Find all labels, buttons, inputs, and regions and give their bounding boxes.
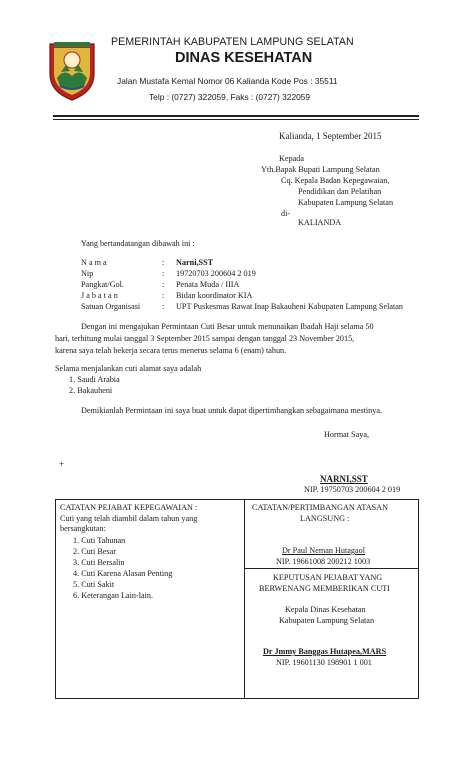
letterhead-address: Jalan Mustafa Kemal Nomor 06 Kalianda Kode Pos : 35511: [117, 76, 338, 86]
identity-colon: :: [162, 280, 165, 289]
decision-role: Kabupaten Lampung Selatan: [279, 616, 375, 625]
signer-nip: NIP. 19750703 200604 2 019: [304, 485, 401, 494]
address-intro: Selama menjalankan cuti alamat saya adalah: [55, 364, 202, 373]
recipient-kepada: Kepada: [279, 154, 305, 163]
decision-title: BERWENANG MEMBERIKAN CUTI: [259, 584, 390, 593]
signer-name: NARNI,SST: [320, 474, 368, 484]
letterhead-agency-name: DINAS KESEHATAN: [175, 50, 313, 66]
recipient-yth: Yth.Bapak Bupati Lampung Selatan: [261, 165, 380, 174]
supervisor-notes-title: CATATAN/PERTIMBANGAN ATASAN: [252, 503, 389, 512]
identity-colon: :: [162, 302, 165, 311]
identity-colon: :: [162, 291, 165, 300]
leave-type-item: 2. Cuti Besar: [73, 547, 116, 556]
identity-label-unit: Satuan Organisasi: [81, 302, 141, 311]
identity-label-rank: Pangkat/Gol.: [81, 280, 124, 289]
identity-colon: :: [162, 269, 165, 278]
personnel-notes-title: CATATAN PEJABAT KEPEGAWAIAN :: [60, 503, 198, 512]
identity-label-nip: Nip: [81, 269, 94, 278]
decision-official-name: Dr Jmmy Banggas Hutapea,MARS: [263, 647, 387, 656]
body-paragraph-line3: karena saya telah bekerja secara terus menerus selama 6 (enam) tahun.: [55, 346, 287, 355]
leave-type-item: 3. Cuti Bersalin: [73, 558, 125, 567]
intro-text: Yang bertandatangan dibawah ini :: [81, 239, 195, 248]
recipient-city: KALIANDA: [298, 218, 342, 227]
letterhead-rule-thin: [53, 119, 419, 120]
identity-colon: :: [162, 258, 165, 267]
regency-emblem-icon: [44, 38, 100, 102]
identity-value-position: Bidan koordinator KIA: [176, 291, 253, 300]
identity-value-unit: UPT Puskesmas Rawat Inap Bakauheni Kabupaten Lampung Selatan: [176, 302, 404, 311]
identity-label-name: N a m a: [81, 258, 107, 267]
plus-mark: +: [59, 459, 65, 469]
recipient-line3: Pendidikan dan Pelatihan: [298, 187, 382, 196]
address-item: 1. Saudi Arabia: [69, 375, 120, 384]
address-item: 2. Bakauheni: [69, 386, 113, 395]
letterhead-line1: PEMERINTAH KABUPATEN LAMPUNG SELATAN: [111, 36, 354, 48]
supervisor-nip: NIP. 19661008 200212 1003: [276, 557, 371, 566]
recipient-cq: Cq. Kepala Badan Kepegawaian,: [281, 176, 390, 185]
recipient-line4: Kabupaten Lampung Selatan: [298, 198, 394, 207]
supervisor-name: Dr Paul Neman Hutagaol: [282, 546, 365, 555]
body-paragraph-line1: Dengan ini mengajukan Permintaan Cuti Besar untuk menunaikan Ibadah Haji selama 50: [81, 322, 374, 331]
identity-value-nip: 19720703 200604 2 019: [176, 269, 256, 278]
supervisor-notes-title: LANGSUNG :: [300, 514, 350, 523]
decision-role: Kepala Dinas Kesehatan: [285, 605, 366, 614]
date-line: Kalianda, 1 September 2015: [279, 131, 382, 141]
leave-type-item: 5. Cuti Sakit: [73, 580, 115, 589]
personnel-notes-text: Cuti yang telah diambil dalam tahun yang: [60, 514, 198, 523]
decision-title: KEPUTUSAN PEJABAT YANG: [273, 573, 383, 582]
closing-text: Demikianlah Permintaan ini saya buat untuk dapat dipertimbangkan sebagaimana mestinya.: [81, 406, 383, 415]
letterhead-rule-thick: [53, 115, 419, 117]
body-paragraph-line2: hari, terhitung mulai tanggal 3 September 2015 sampai dengan tanggal 23 November 2015,: [55, 334, 355, 343]
identity-value-rank: Penata Muda / IIIA: [176, 280, 240, 289]
leave-type-item: 6. Keterangan Lain-lain.: [73, 591, 154, 600]
recipient-di: di-: [281, 209, 291, 218]
leave-type-item: 1. Cuti Tahunan: [73, 536, 126, 545]
personnel-notes-text: bersangkutan:: [60, 524, 106, 533]
identity-label-position: J a b a t a n: [81, 291, 118, 300]
identity-value-name: Narni,SST: [176, 258, 214, 267]
leave-type-item: 4. Cuti Karena Alasan Penting: [73, 569, 173, 578]
hormat-saya: Hormat Saya,: [324, 430, 370, 439]
letterhead-phone: Telp : (0727) 322059, Faks : (0727) 322059: [149, 92, 311, 102]
decision-official-nip: NIP. 19601130 198901 1 001: [276, 658, 372, 667]
